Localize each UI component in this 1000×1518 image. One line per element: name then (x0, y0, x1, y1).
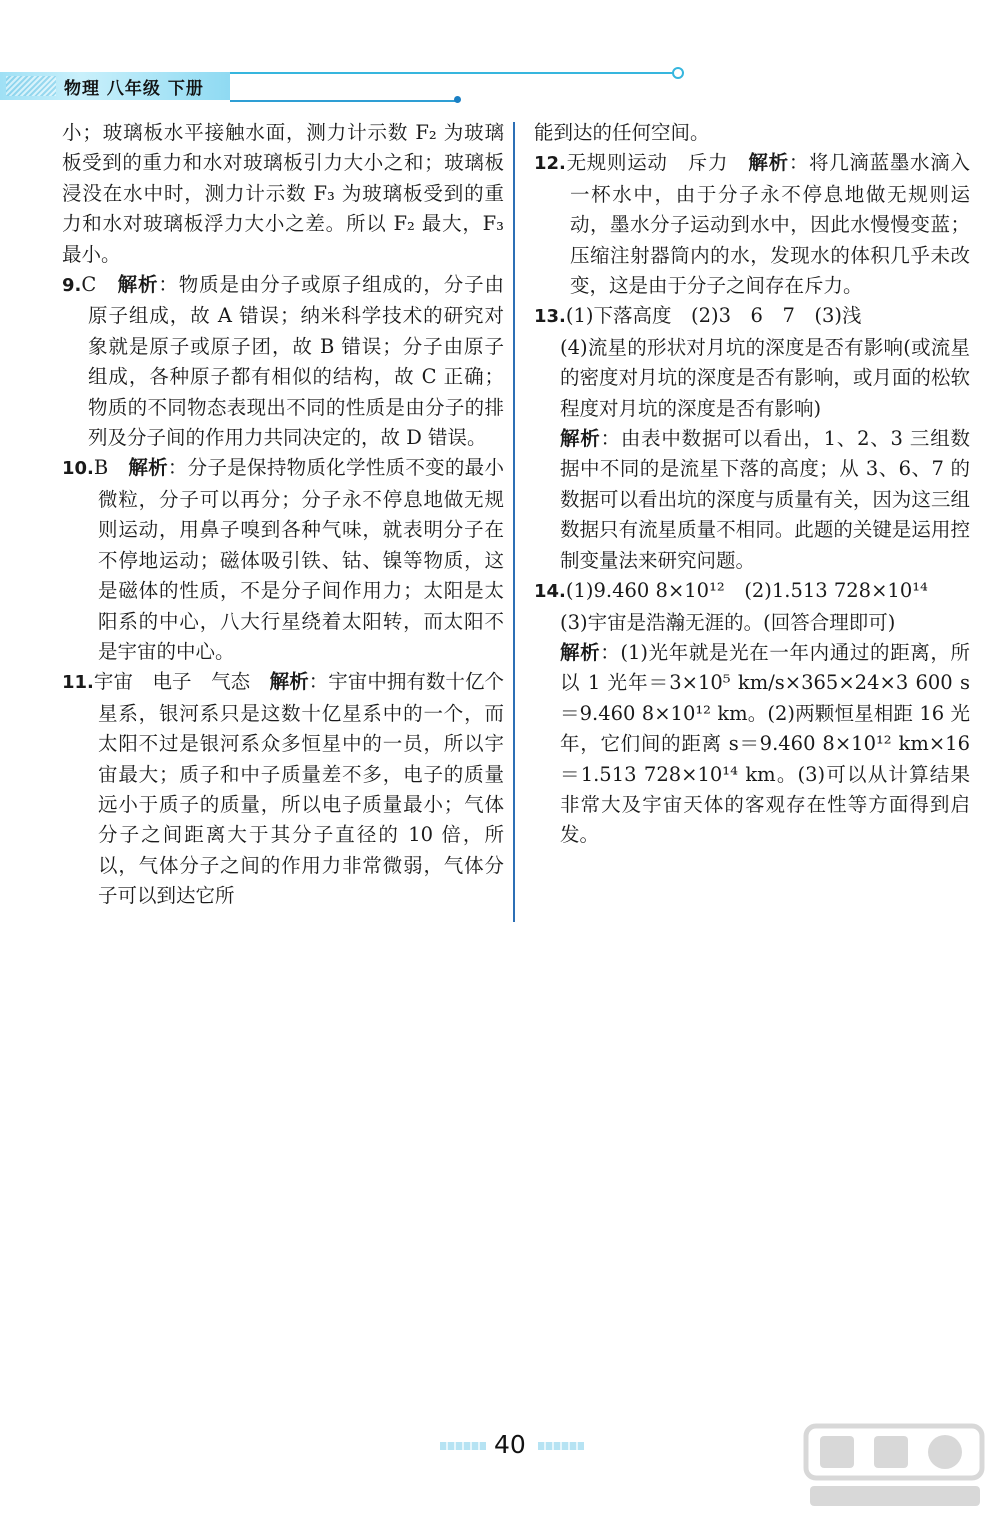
answer-14-analysis (534, 638, 970, 851)
analysis-label: 解析 (117, 273, 159, 297)
continuation-text: 能到达的任何空间。 (534, 121, 710, 144)
header-rule-top (230, 72, 674, 74)
answer-text: 宇宙 电子 气态 (93, 670, 251, 694)
page-header (0, 58, 1000, 108)
answer-13-part4: (4)流星的形状对月坑的深度是否有影响(或流星的密度对月坑的深度是否有影响，或月面的松软程度对月坑的深度是否有影响) (560, 335, 970, 420)
analysis-text: ：分子是保持物质化学性质不变的最小微粒，分子可以再分；分子永不停息地做无规则运动，用鼻子嗅到各种气味，就表明分子在不停地运动；磁体吸引铁、钴、镍等物质，这是磁体的性质，不是分子间作用力；太阳是太阳系的中心，八大行星绕着太阳转，而太阳不是宇宙的中心。 (98, 456, 504, 663)
analysis-label: 解析 (269, 670, 309, 694)
analysis-label: 解析 (748, 151, 789, 175)
footer-ornament-left (440, 1442, 486, 1450)
column-divider (513, 122, 515, 922)
question-number: 10. (62, 458, 94, 480)
answer-text: (1)9.460 8×10¹² (2)1.513 728×10¹⁴ (565, 579, 928, 603)
analysis-label: 解析 (560, 427, 601, 451)
footer-ornament-right (538, 1442, 584, 1450)
answer-14 (534, 576, 970, 607)
watermark-logo (800, 1418, 990, 1514)
question-number: 11. (62, 672, 94, 694)
answer-13 (534, 301, 970, 332)
question-number: 13. (534, 306, 566, 328)
answer-13-analysis (534, 424, 970, 576)
header-dot-icon (454, 96, 461, 103)
analysis-text: ：由表中数据可以看出，1、2、3 三组数据中不同的是流星下落的高度；从 3、6、7 的数据可以看出坑的深度与质量有关，因为这三组数据只有流星质量不相同。此题的关键是运用控制变量法来研究问题。 (560, 427, 970, 572)
answer-text: (1)下落高度 (2)3 6 7 (3)浅 (565, 304, 862, 328)
analysis-text: ：物质是由分子或原子组成的，分子由原子组成，故 A 错误；纳米科学技术的研究对象就是原子或原子团，故 B 错误；分子由原子组成，各种原子都有相似的结构，故 C 正确；物质的不同物态表现出不同的性质是由分子的排列及分子间的作用力共同决定的，故 D 错误。 (88, 273, 504, 450)
answer-10 (62, 453, 504, 667)
question-number: 9. (62, 275, 82, 297)
analysis-text: ：(1)光年就是光在一年内通过的距离，所以 1 光年＝3×10⁵ km/s×365×24×3 600 s＝9.460 8×10¹² km。(2)两颗恒星相距 16 光年，它们间的距离 s＝9.460 8×10¹² km×16＝1.513 728×10¹⁴ km。(3)可以从计算结果非常大及宇宙天体的客观存在性等方面得到启发。 (560, 640, 970, 847)
question-number: 14. (534, 581, 566, 603)
answer-11 (62, 667, 504, 911)
analysis-label: 解析 (128, 456, 168, 480)
analysis-text: ：宇宙中拥有数十亿个星系，银河系只是这数十亿星系中的一个，而太阳不过是银河系众多恒星中的一员，所以宇宙最大；质子和中子质量差不多，电子的质量远小于质子的质量，所以电子质量最小；气体分子之间距离大于其分子直径的 10 倍，所以，气体分子之间的作用力非常微弱，气体分子可以到达它所 (98, 670, 504, 908)
answer-text: 无规则运动 斥力 (565, 151, 729, 175)
question-number: 12. (534, 153, 566, 175)
left-column (62, 118, 504, 912)
right-column (534, 118, 970, 851)
header-title: 物理 八年级 下册 (64, 79, 204, 99)
header-circle-icon (672, 67, 684, 79)
continuation-text: 小；玻璃板水平接触水面，测力计示数 F₂ 为玻璃板受到的重力和水对玻璃板引力大小之和；玻璃板浸没在水中时，测力计示数 F₃ 为玻璃板受到的重力和水对玻璃板浮力大小之差。所以 F₂ 最大，F₃ 最小。 (62, 121, 504, 266)
answer-text: B (93, 456, 109, 480)
answer-14-part3: (3)宇宙是浩瀚无涯的。(回答合理即可) (560, 610, 896, 634)
answer-text: C (81, 273, 97, 297)
answer-9 (62, 270, 504, 453)
analysis-label: 解析 (560, 640, 601, 664)
analysis-text: ：将几滴蓝墨水滴入一杯水中，由于分子永不停息地做无规则运动，墨水分子运动到水中，因此水慢慢变蓝；压缩注射器筒内的水，发现水的体积几乎未改变，这是由于分子之间存在斥力。 (570, 151, 970, 298)
answer-12 (534, 148, 970, 301)
page-number: 40 (494, 1430, 526, 1459)
header-rule-bottom (230, 100, 456, 102)
